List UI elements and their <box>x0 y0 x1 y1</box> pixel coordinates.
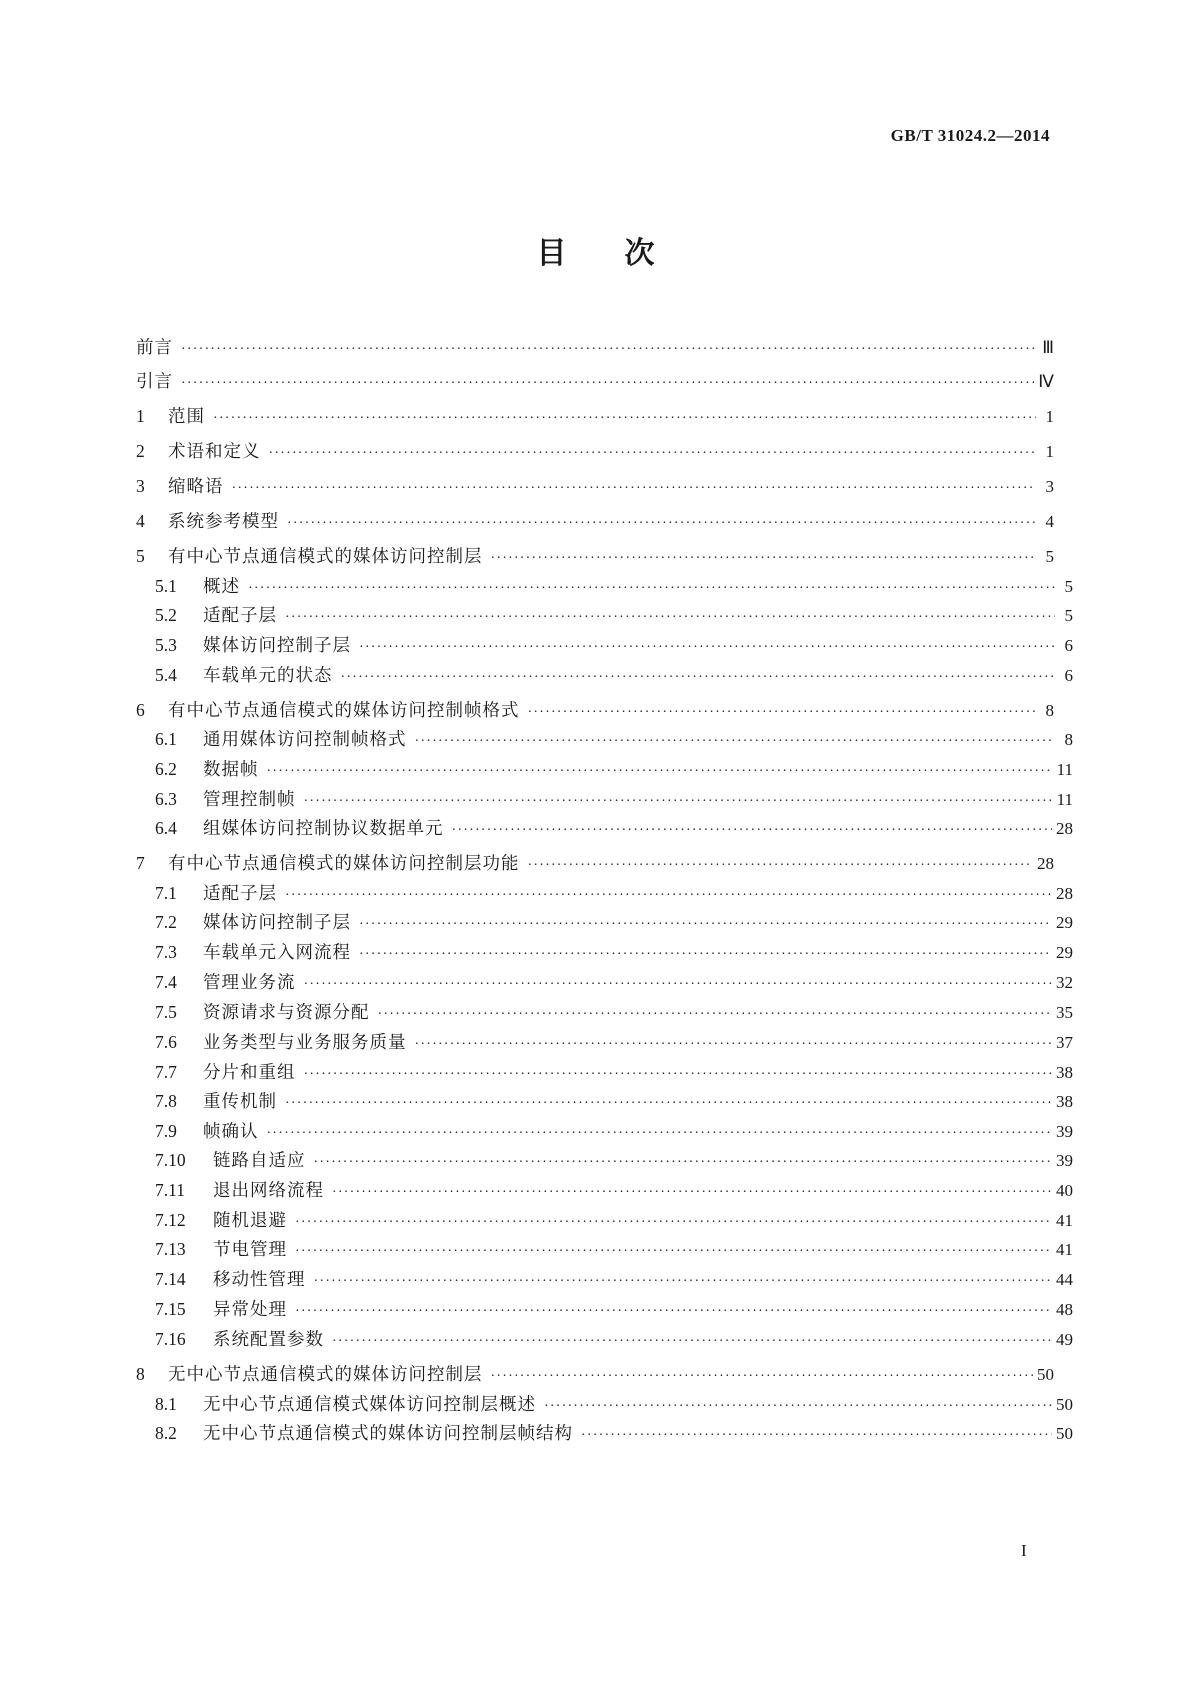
toc-leader-dots <box>359 640 1055 656</box>
toc-leader-dots <box>267 1126 1053 1142</box>
toc-leader-dots <box>359 947 1052 963</box>
toc-leader-dots <box>491 1369 1034 1385</box>
toc-leader-dots <box>181 342 1036 358</box>
toc-entry-label: 有中心节点通信模式的媒体访问控制帧格式 <box>168 701 520 721</box>
toc-entry-page: 35 <box>1056 1003 1073 1022</box>
toc-entry[interactable] <box>136 1391 1073 1415</box>
toc-entry-page: 8 <box>1064 730 1073 749</box>
toc-entry-page: 5 <box>1045 547 1054 566</box>
toc-entry-page: 50 <box>1037 1365 1054 1384</box>
toc-entry-page: 44 <box>1056 1270 1073 1289</box>
toc-entry-label: 无中心节点通信模式媒体访问控制层概述 <box>203 1395 536 1415</box>
toc-entry-page: 1 <box>1045 407 1054 426</box>
toc-entry-page: 50 <box>1056 1424 1073 1443</box>
toc-leader-dots <box>285 610 1055 626</box>
toc-leader-dots <box>285 1096 1052 1112</box>
toc-leader-dots <box>287 516 1036 532</box>
toc-leader-dots <box>528 705 1037 721</box>
toc-entry[interactable] <box>136 1147 1073 1171</box>
toc-entry-page: 38 <box>1056 1063 1073 1082</box>
toc-entry-number: 8 <box>136 1364 145 1384</box>
toc-entry-label: 异常处理 <box>213 1300 287 1320</box>
toc-entry-page: 5 <box>1064 577 1073 596</box>
toc-entry-page: 11 <box>1056 760 1073 779</box>
toc-entry-label: 移动性管理 <box>213 1270 306 1290</box>
toc-entry[interactable] <box>136 473 1054 497</box>
toc-entry-number: 7.16 <box>155 1329 186 1349</box>
toc-entry-number: 5.1 <box>155 576 177 596</box>
toc-entry-number: 5.4 <box>155 665 177 685</box>
toc-entry-number: 7.11 <box>155 1180 185 1200</box>
toc-leader-dots <box>232 481 1037 497</box>
toc-entry-number: 7.5 <box>155 1002 177 1022</box>
toc-entry[interactable] <box>136 969 1073 993</box>
toc-entry-label: 术语和定义 <box>168 442 261 462</box>
toc-entry-number: 7.6 <box>155 1032 177 1052</box>
toc-entry-page: 1 <box>1045 442 1054 461</box>
toc-entry[interactable] <box>136 909 1073 933</box>
toc-entry-label: 适配子层 <box>203 884 277 904</box>
toc-entry-number: 7.1 <box>155 883 177 903</box>
toc-leader-dots <box>295 1215 1052 1231</box>
toc-entry-label: 概述 <box>203 577 240 597</box>
toc-entry-page: 49 <box>1056 1330 1073 1349</box>
toc-entry[interactable] <box>136 1361 1054 1385</box>
toc-entry-label: 资源请求与资源分配 <box>203 1003 370 1023</box>
toc-entry[interactable] <box>136 602 1073 626</box>
toc-entry-label: 数据帧 <box>203 760 259 780</box>
toc-entry[interactable] <box>136 756 1073 780</box>
toc-entry[interactable] <box>136 1326 1073 1350</box>
toc-entry-page: 6 <box>1064 666 1073 685</box>
toc-entry[interactable] <box>136 1207 1073 1231</box>
toc-entry-page: 40 <box>1056 1181 1073 1200</box>
toc-entry-label: 有中心节点通信模式的媒体访问控制层功能 <box>168 854 520 874</box>
toc-entry-label: 车载单元的状态 <box>203 666 333 686</box>
toc-entry-label: 节电管理 <box>213 1240 287 1260</box>
toc-leader-dots <box>341 670 1056 686</box>
toc-entry[interactable] <box>136 939 1073 963</box>
toc-leader-dots <box>359 917 1052 933</box>
toc-entry[interactable] <box>136 815 1073 839</box>
toc-entry-page: 32 <box>1056 973 1073 992</box>
toc-entry-label: 无中心节点通信模式的媒体访问控制层帧结构 <box>203 1424 573 1444</box>
toc-leader-dots <box>378 1007 1053 1023</box>
toc-entry[interactable] <box>136 543 1054 567</box>
toc-leader-dots <box>415 734 1056 750</box>
toc-entry-label: 管理业务流 <box>203 973 296 993</box>
toc-leader-dots <box>491 551 1037 567</box>
toc-entry-page: 50 <box>1056 1395 1073 1414</box>
toc-leader-dots <box>314 1274 1053 1290</box>
toc-entry[interactable] <box>136 368 1054 392</box>
toc-entry[interactable] <box>136 999 1073 1023</box>
toc-entry[interactable] <box>136 438 1054 462</box>
toc-entry-page: 3 <box>1045 477 1054 496</box>
toc-entry-page: 28 <box>1056 884 1073 903</box>
toc-entry-label: 有中心节点通信模式的媒体访问控制层 <box>168 547 483 567</box>
toc-entry[interactable] <box>136 1118 1073 1142</box>
toc-entry-label: 媒体访问控制子层 <box>203 636 351 656</box>
toc-entry[interactable] <box>136 1088 1073 1112</box>
toc-entry-label: 通用媒体访问控制帧格式 <box>203 730 407 750</box>
toc-entry-page: 8 <box>1045 701 1054 720</box>
toc-leader-dots <box>181 376 1034 392</box>
toc-entry[interactable] <box>136 1029 1073 1053</box>
toc-entry-label: 范围 <box>168 407 205 427</box>
toc-entry-number: 7 <box>136 853 145 873</box>
toc-entry-label: 无中心节点通信模式的媒体访问控制层 <box>168 1365 483 1385</box>
toc-entry[interactable] <box>136 697 1054 721</box>
toc-entry[interactable] <box>136 850 1054 874</box>
toc-entry-number: 3 <box>136 476 145 496</box>
toc-leader-dots <box>544 1399 1052 1415</box>
toc-entry-page: 38 <box>1056 1092 1073 1111</box>
toc-entry[interactable] <box>136 1266 1073 1290</box>
toc-entry[interactable] <box>136 662 1073 686</box>
toc-entry-number: 8.2 <box>155 1423 177 1443</box>
toc-entry-page: Ⅳ <box>1038 372 1054 391</box>
toc-entry-page: 48 <box>1056 1300 1073 1319</box>
toc-leader-dots <box>304 794 1053 810</box>
toc-entry-number: 5 <box>136 546 145 566</box>
toc-entry-number: 6.1 <box>155 729 177 749</box>
toc-entry-page: 5 <box>1064 606 1073 625</box>
toc-entry-label: 组媒体访问控制协议数据单元 <box>203 819 444 839</box>
standard-code: GB/T 31024.2—2014 <box>890 126 1050 145</box>
toc-entry[interactable] <box>136 786 1073 810</box>
toc-leader-dots <box>415 1037 1053 1053</box>
toc-entry-number: 7.12 <box>155 1210 186 1230</box>
toc-leader-dots <box>295 1304 1052 1320</box>
toc-entry-number: 8.1 <box>155 1394 177 1414</box>
toc-entry-number: 6.2 <box>155 759 177 779</box>
toc-entry-number: 7.8 <box>155 1091 177 1111</box>
footer-page-number: I <box>1021 1541 1027 1560</box>
page-title: 目次 <box>536 236 713 271</box>
toc-entry-label: 前言 <box>136 338 173 358</box>
toc-entry-page: 28 <box>1056 819 1073 838</box>
toc-entry-label: 帧确认 <box>203 1122 259 1142</box>
toc-entry-page: 29 <box>1056 943 1073 962</box>
toc-entry-number: 4 <box>136 511 145 531</box>
toc-leader-dots <box>267 764 1053 780</box>
toc-entry[interactable] <box>136 403 1054 427</box>
toc-entry-label: 退出网络流程 <box>213 1181 324 1201</box>
toc-entry-number: 6.4 <box>155 818 177 838</box>
toc-leader-dots <box>304 977 1053 993</box>
toc-leader-dots <box>581 1428 1052 1444</box>
toc-entry-page: 4 <box>1045 512 1054 531</box>
toc-entry-label: 业务类型与业务服务质量 <box>203 1033 407 1053</box>
toc-leader-dots <box>285 888 1052 904</box>
toc-entry-label: 系统参考模型 <box>168 512 279 532</box>
toc-entry-number: 7.15 <box>155 1299 186 1319</box>
toc-leader-dots <box>213 411 1036 427</box>
toc-entry-number: 7.4 <box>155 972 177 992</box>
toc-entry-number: 7.7 <box>155 1062 177 1082</box>
toc-entry-page: 29 <box>1056 913 1073 932</box>
toc-entry[interactable] <box>136 334 1054 358</box>
toc-entry[interactable] <box>136 1177 1073 1201</box>
toc-entry-page: 28 <box>1037 854 1054 873</box>
toc-entry-number: 7.9 <box>155 1121 177 1141</box>
toc-entry[interactable] <box>136 1296 1073 1320</box>
toc-entry-page: 11 <box>1056 790 1073 809</box>
toc-entry-label: 引言 <box>136 372 173 392</box>
toc-entry-number: 6 <box>136 700 145 720</box>
toc-entry[interactable] <box>136 1236 1073 1260</box>
toc-entry-page: 39 <box>1056 1151 1073 1170</box>
toc-entry[interactable] <box>136 726 1073 750</box>
toc-leader-dots <box>332 1185 1052 1201</box>
toc-entry[interactable] <box>136 632 1073 656</box>
toc-entry-number: 6.3 <box>155 789 177 809</box>
toc-entry-number: 5.2 <box>155 605 177 625</box>
toc-leader-dots <box>304 1067 1053 1083</box>
toc-leader-dots <box>314 1155 1053 1171</box>
toc-entry-number: 7.13 <box>155 1239 186 1259</box>
toc-leader-dots <box>452 823 1053 839</box>
toc-entry-page: Ⅲ <box>1042 338 1054 357</box>
toc-entry-label: 分片和重组 <box>203 1063 296 1083</box>
toc-entry-page: 41 <box>1056 1211 1073 1230</box>
toc-entry-page: 6 <box>1064 636 1073 655</box>
toc-entry-number: 2 <box>136 441 145 461</box>
toc-entry[interactable] <box>136 508 1054 532</box>
toc-entry[interactable] <box>136 1059 1073 1083</box>
toc-leader-dots <box>269 446 1037 462</box>
toc-entry-page: 37 <box>1056 1033 1073 1052</box>
toc-entry-page: 39 <box>1056 1122 1073 1141</box>
toc-leader-dots <box>332 1334 1052 1350</box>
toc-entry-number: 5.3 <box>155 635 177 655</box>
toc-entry-number: 7.2 <box>155 912 177 932</box>
toc-entry-number: 7.10 <box>155 1150 186 1170</box>
toc-entry-label: 随机退避 <box>213 1211 287 1231</box>
toc-entry-number: 1 <box>136 406 145 426</box>
toc-entry-label: 车载单元入网流程 <box>203 943 351 963</box>
toc-leader-dots <box>248 581 1055 597</box>
toc-entry-label: 系统配置参数 <box>213 1330 324 1350</box>
toc-entry[interactable] <box>136 1420 1073 1444</box>
toc-entry-label: 管理控制帧 <box>203 790 296 810</box>
toc-entry-label: 重传机制 <box>203 1092 277 1112</box>
toc-entry-number: 7.14 <box>155 1269 186 1289</box>
toc-entry-label: 媒体访问控制子层 <box>203 913 351 933</box>
toc-entry-label: 适配子层 <box>203 606 277 626</box>
toc-entry-number: 7.3 <box>155 942 177 962</box>
toc-entry[interactable] <box>136 880 1073 904</box>
toc-entry[interactable] <box>136 573 1073 597</box>
toc-entry-page: 41 <box>1056 1240 1073 1259</box>
toc-leader-dots <box>295 1244 1052 1260</box>
toc-entry-label: 链路自适应 <box>213 1151 306 1171</box>
toc-entry-label: 缩略语 <box>168 477 224 497</box>
toc-leader-dots <box>528 858 1034 874</box>
